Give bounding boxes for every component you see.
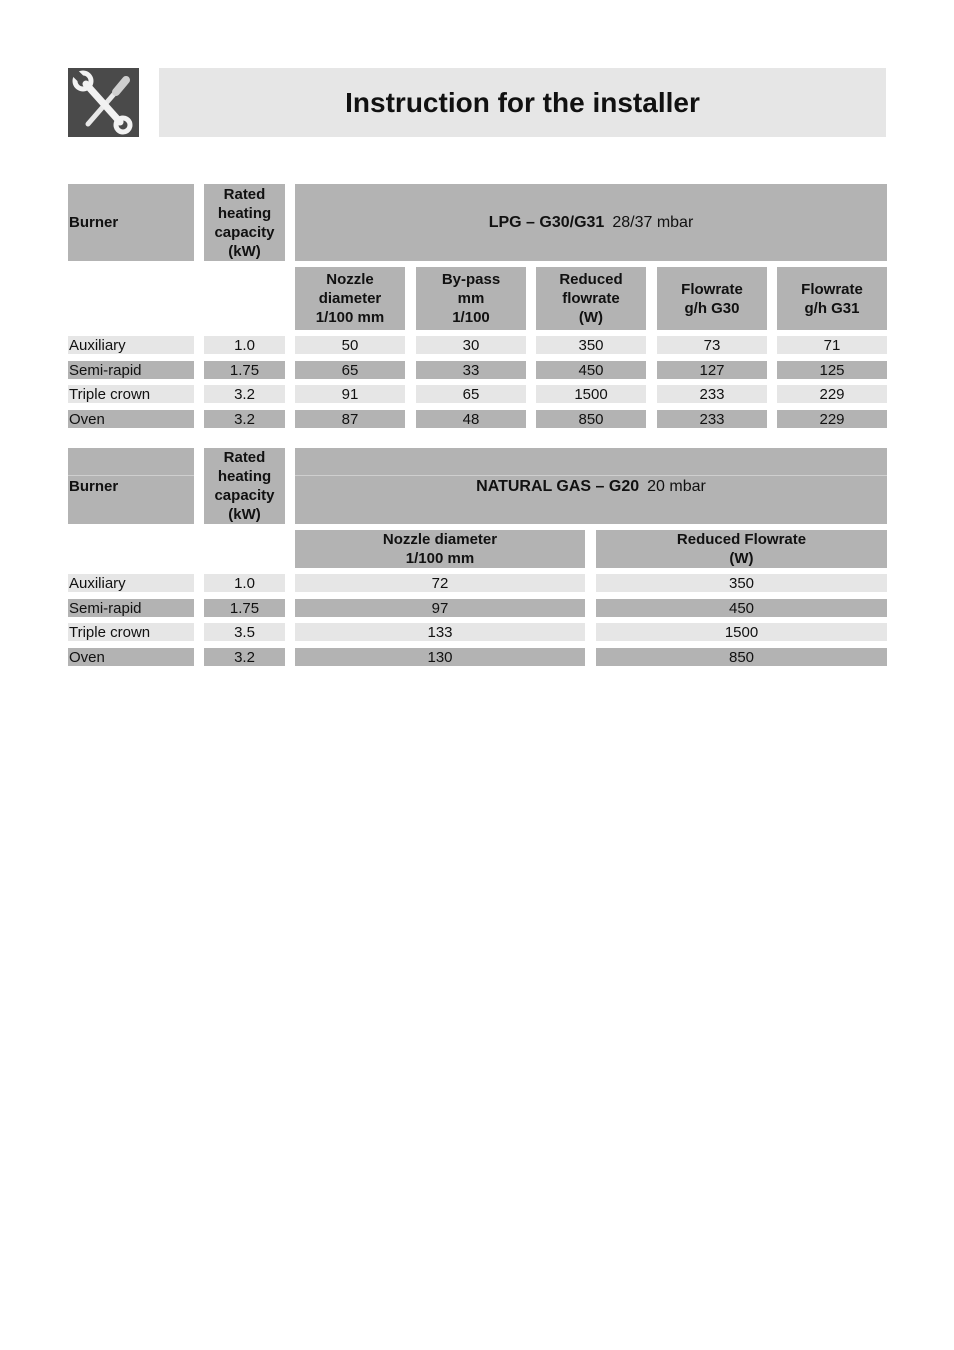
ng-row-capacity: 1.0	[204, 574, 285, 592]
ng-row-value: 72	[295, 574, 585, 592]
lpg-row-value: 229	[777, 410, 887, 428]
lpg-row-burner: Oven	[68, 410, 194, 428]
ng-gas-pressure: 20 mbar	[647, 477, 706, 495]
lpg-col-flow-g31: Flowrate g/h G31	[777, 267, 887, 330]
lpg-row-value: 91	[295, 385, 405, 403]
lpg-gas-name: LPG – G30/G31	[488, 214, 605, 231]
lpg-row-value: 127	[657, 361, 767, 379]
ng-row-value: 133	[295, 623, 585, 641]
ng-row-value: 1500	[596, 623, 887, 641]
tools-icon	[68, 68, 139, 137]
ng-col-reduced: Reduced Flowrate (W)	[596, 530, 887, 568]
ng-row-burner: Triple crown	[68, 623, 194, 641]
page-title: Instruction for the installer	[345, 86, 700, 118]
lpg-row-value: 87	[295, 410, 405, 428]
ng-row-value: 97	[295, 599, 585, 617]
ng-gas-header	[295, 448, 887, 524]
lpg-row-burner: Triple crown	[68, 385, 194, 403]
lpg-row-value: 71	[777, 336, 887, 354]
lpg-col-nozzle: Nozzle diameter 1/100 mm	[295, 267, 405, 330]
lpg-gas-pressure: 28/37 mbar	[612, 214, 694, 231]
lpg-row-capacity: 3.2	[204, 385, 285, 403]
lpg-row-burner: Semi-rapid	[68, 361, 194, 379]
lpg-row-capacity: 1.0	[204, 336, 285, 354]
lpg-row-value: 350	[536, 336, 646, 354]
lpg-row-value: 125	[777, 361, 887, 379]
ng-row-value: 450	[596, 599, 887, 617]
lpg-row-value: 229	[777, 385, 887, 403]
lpg-row-value: 233	[657, 410, 767, 428]
ng-row-value: 130	[295, 648, 585, 666]
lpg-row-value: 48	[416, 410, 526, 428]
lpg-col-bypass: By-pass mm 1/100	[416, 267, 526, 330]
ng-header-divider	[68, 475, 194, 476]
lpg-row-capacity: 3.2	[204, 410, 285, 428]
lpg-capacity-header: Rated heating capacity (kW)	[204, 184, 285, 261]
lpg-row-value: 33	[416, 361, 526, 379]
ng-row-burner: Semi-rapid	[68, 599, 194, 617]
lpg-row-burner: Auxiliary	[68, 336, 194, 354]
ng-col-nozzle: Nozzle diameter 1/100 mm	[295, 530, 585, 568]
lpg-row-value: 450	[536, 361, 646, 379]
lpg-row-value: 65	[416, 385, 526, 403]
page-title-bar	[159, 68, 886, 137]
ng-row-burner: Oven	[68, 648, 194, 666]
lpg-row-value: 850	[536, 410, 646, 428]
lpg-row-value: 73	[657, 336, 767, 354]
lpg-row-value: 233	[657, 385, 767, 403]
lpg-row-value: 50	[295, 336, 405, 354]
ng-row-capacity: 3.2	[204, 648, 285, 666]
ng-burner-header: Burner	[68, 448, 194, 524]
lpg-col-flow-g30: Flowrate g/h G30	[657, 267, 767, 330]
ng-row-burner: Auxiliary	[68, 574, 194, 592]
ng-row-value: 850	[596, 648, 887, 666]
ng-row-capacity: 3.5	[204, 623, 285, 641]
lpg-col-reduced: Reduced flowrate (W)	[536, 267, 646, 330]
lpg-gas-header	[295, 184, 887, 261]
lpg-row-value: 65	[295, 361, 405, 379]
ng-row-value: 350	[596, 574, 887, 592]
lpg-row-capacity: 1.75	[204, 361, 285, 379]
lpg-row-value: 30	[416, 336, 526, 354]
ng-header-divider	[295, 475, 887, 476]
wrench-screwdriver-icon	[68, 68, 139, 137]
ng-row-capacity: 1.75	[204, 599, 285, 617]
lpg-burner-header: Burner	[68, 184, 194, 261]
ng-capacity-header: Rated heating capacity (kW)	[204, 448, 285, 524]
lpg-row-value: 1500	[536, 385, 646, 403]
ng-gas-name: NATURAL GAS – G20	[476, 477, 640, 495]
